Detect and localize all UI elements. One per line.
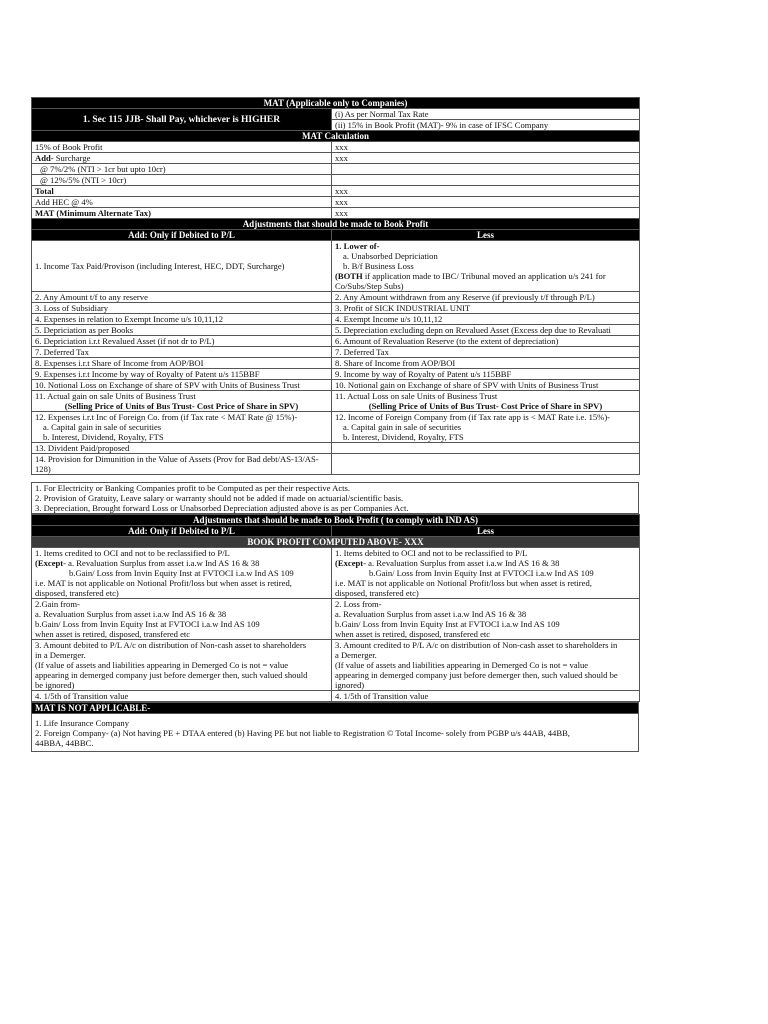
indas-r2-less-l1: 2. Loss from- xyxy=(335,599,382,609)
indas-title: Adjustments that should be made to Book Profit ( to comply with IND AS) xyxy=(32,515,640,526)
calc-value xyxy=(332,164,640,175)
unabsorbed-dep: a. Unabsorbed Depriciation xyxy=(343,251,438,261)
indas-row-2-less xyxy=(332,599,640,640)
calc-label: 15% of Book Profit xyxy=(32,142,332,153)
adj-add: 7. Deferred Tax xyxy=(32,347,332,358)
mat-calc-title: MAT Calculation xyxy=(32,131,640,142)
indas-row-2-add xyxy=(32,599,332,640)
calc-value: xxx xyxy=(332,153,640,164)
calc-label-rest: - Surcharge xyxy=(50,153,91,163)
both-text: if application made to IBC/ Tribunal moved an application u/s 241 for xyxy=(362,271,606,281)
indas-less-head: Less xyxy=(332,526,640,537)
mat-title: MAT (Applicable only to Companies) xyxy=(32,98,640,109)
row11-add-l1: 11. Actual gain on sale Units of Business Trust xyxy=(35,391,196,401)
indas-row-3-add xyxy=(32,640,332,691)
except-label: (Except xyxy=(335,558,364,568)
indas-r3-less-l3: (If value of assets and liabilities appearing in Demerged Co is not = value xyxy=(335,660,589,670)
indas-table xyxy=(31,514,640,702)
indas-r3-add-l4: appearing in demerged company just before demerger then, such valued should xyxy=(35,670,308,680)
adj-row-13-add: 13. Divident Paid/proposed xyxy=(32,443,332,454)
calc-label: @ 12%/5% (NTI > 10cr) xyxy=(32,175,332,186)
both-label: (BOTH xyxy=(335,271,363,281)
calc-label: @ 7%/2% (NTI > 1cr but upto 10cr) xyxy=(32,164,332,175)
row12-add-l2: a. Capital gain in sale of securities xyxy=(43,422,162,432)
indas-r3-less-l1: 3. Amount credited to P/L A/c on distribution of Non-cash asset to shareholders in xyxy=(335,640,618,650)
note: 3. Depreciation, Brought forward Loss or Unabsorbed Depreciation adjusted above is as per Companies Act. xyxy=(32,503,639,514)
row11-add-l2: (Selling Price of Units of Bus Trust- Cost Price of Share in SPV) xyxy=(64,401,299,411)
indas-row-3-less xyxy=(332,640,640,691)
adj-row-12-add xyxy=(32,412,332,443)
not-applicable-title: MAT IS NOT APPLICABLE- xyxy=(32,703,639,714)
indas-r1-less-l3: b.Gain/ Loss from Invin Equity Inst at FVTOCI i.a.w Ind AS 109 xyxy=(369,568,594,578)
adj-row-12-less xyxy=(332,412,640,443)
row11-less-l1: 11. Actual Loss on sale Units of Business Trust xyxy=(335,391,498,401)
adj-less: 6. Amount of Revaluation Reserve (to the extent of depreciation) xyxy=(332,336,640,347)
indas-r1-less-l2: - a. Revaluation Surplus from asset i.a.w Ind AS 16 & 38 xyxy=(363,558,560,568)
adj-less: 10. Notional gain on Exchange of share of SPV with Units of Business Trust xyxy=(332,380,640,391)
not-applicable-item: 44BBA, 44BBC. xyxy=(32,738,639,752)
indas-r3-add-l3: (If value of assets and liabilities appearing in Demerged Co is not = value xyxy=(35,660,289,670)
adj-less: 2. Any Amount withdrawn from any Reserve (if previously t/f through P/L) xyxy=(332,292,640,303)
option-book-profit: (ii) 15% in Book Profit (MAT)- 9% in case of IFSC Company xyxy=(332,120,640,131)
indas-add-head: Add: Only if Debited to P/L xyxy=(32,526,332,537)
calc-label: MAT (Minimum Alternate Tax) xyxy=(32,208,332,219)
indas-r3-less-l4: appearing in demerged company just before demerger then, such valued should be xyxy=(335,670,618,680)
row11-less-l2: (Selling Price of Units of Bus Trust- Cost Price of Share in SPV) xyxy=(368,401,603,411)
indas-r2-less-l2: a. Revaluation Surplus from asset i.a.w Ind AS 16 & 38 xyxy=(335,609,527,619)
adj-row-1-add: 1. Income Tax Paid/Provison (including Interest, HEC, DDT, Surcharge) xyxy=(32,241,332,292)
indas-r2-add-l4: when asset is retired, disposed, transfered etc xyxy=(35,629,191,639)
indas-r3-add-l5: be ignored) xyxy=(35,680,75,690)
adj-add-head: Add: Only if Debited to P/L xyxy=(32,230,332,241)
row12-add-l1: 12. Expenses i.r.t Inc of Foreign Co. from (if Tax rate < MAT Rate @ 15%)- xyxy=(35,412,298,422)
adj-row-14-less xyxy=(332,454,640,475)
adj-row-1-less xyxy=(332,241,640,292)
indas-r1-add-l3: b.Gain/ Loss from Invin Equity Inst at FVTOCI i.a.w Ind AS 109 xyxy=(69,568,294,578)
both-text-cont: Co/Subs/Step Subs) xyxy=(335,281,404,291)
indas-row-1-less xyxy=(332,548,640,599)
calc-label: Total xyxy=(32,186,332,197)
adj-add: 10. Notional Loss on Exchange of share of SPV with Units of Business Trust xyxy=(32,380,332,391)
adj-less: 4. Exempt Income u/s 10,11,12 xyxy=(332,314,640,325)
adj-row-13-less xyxy=(332,443,640,454)
adj-less: 3. Profit of SICK INDUSTRIAL UNIT xyxy=(332,303,640,314)
indas-r2-add-l2: a. Revaluation Surplus from asset i.a.w Ind AS 16 & 38 xyxy=(35,609,227,619)
adj-add: 2. Any Amount t/f to any reserve xyxy=(32,292,332,303)
indas-r1-less-l1: 1. Items debited to OCI and not to be reclassified to P/L xyxy=(335,548,528,558)
bf-business-loss: b. B/f Business Loss xyxy=(343,261,414,271)
not-applicable-item: 1. Life Insurance Company xyxy=(32,714,639,729)
indas-r1-add-l1: 1. Items credited to OCI and not to be reclassified to P/L xyxy=(35,548,230,558)
indas-r2-add-l3: b.Gain/ Loss from Invin Equity Inst at FVTOCI i.a.w Ind AS 109 xyxy=(35,619,260,629)
adj-title: Adjustments that should be made to Book Profit xyxy=(32,219,640,230)
adj-add: 6. Depriciation i.r.t Revalued Asset (if not dr to P/L) xyxy=(32,336,332,347)
mat-table xyxy=(31,97,640,475)
indas-r2-less-l3: b.Gain/ Loss from Invin Equity Inst at FVTOCI i.a.w Ind AS 109 xyxy=(335,619,560,629)
calc-value: xxx xyxy=(332,142,640,153)
row12-add-l3: b. Interest, Dividend, Royalty, FTS xyxy=(43,432,164,442)
calc-value: xxx xyxy=(332,186,640,197)
adj-add: 5. Depriciation as per Books xyxy=(32,325,332,336)
row12-less-l1: 12. Income of Foreign Company from (if Tax rate app is < MAT Rate i.e. 15%)- xyxy=(335,412,611,422)
lower-of: 1. Lower of- xyxy=(335,241,380,251)
indas-r1-less-l4: i.e. MAT is not applicable on Notional Profit/loss but when asset is retired, xyxy=(335,578,592,588)
indas-r1-add-l2: - a. Revaluation Surplus from asset i.a.w Ind AS 16 & 38 xyxy=(63,558,260,568)
indas-r3-less-l5: ignored) xyxy=(335,680,365,690)
calc-label-bold: Add xyxy=(35,153,51,163)
adj-row-11-less xyxy=(332,391,640,412)
indas-r3-add-l1: 3. Amount debited to P/L A/c on distribution of Non-cash asset to shareholders xyxy=(35,640,307,650)
mat-sheet xyxy=(31,97,639,752)
not-applicable-table xyxy=(31,702,639,752)
adj-less: 8. Share of Income from AOP/BOI xyxy=(332,358,640,369)
calc-label xyxy=(32,153,332,164)
calc-value: xxx xyxy=(332,197,640,208)
adj-less-head: Less xyxy=(332,230,640,241)
indas-row-4-add: 4. 1/5th of Transition value xyxy=(32,691,332,702)
adj-row-11-add xyxy=(32,391,332,412)
note: 1. For Electricity or Banking Companies profit to be Computed as per their respective Acts. xyxy=(32,483,639,494)
book-profit-computed: BOOK PROFIT COMPUTED ABOVE- XXX xyxy=(32,537,640,548)
note: 2. Provision of Gratuity, Leave salary or warranty should not be added if made on actuarial/scientific basis. xyxy=(32,493,639,503)
indas-r3-add-l2: in a Demerger. xyxy=(35,650,86,660)
adj-add: 9. Expenses i.r.t Income by way of Royalty of Patent u/s 115BBF xyxy=(32,369,332,380)
indas-r1-add-l5: disposed, transfered etc) xyxy=(35,588,119,598)
adj-less: 5. Depreciation excluding depn on Revalued Asset (Excess dep due to Revaluati xyxy=(332,325,640,336)
calc-value: xxx xyxy=(332,208,640,219)
indas-r3-less-l2: a Demerger. xyxy=(335,650,377,660)
indas-r2-less-l4: when asset is retired, disposed, transfered etc xyxy=(335,629,491,639)
adj-add: 8. Expenses i.r.t Share of Income from AOP/BOI xyxy=(32,358,332,369)
sec-115jjb-label: 1. Sec 115 JJB- Shall Pay, whichever is HIGHER xyxy=(32,109,332,131)
adj-less: 9. Income by way of Royalty of Patent u/s 115BBF xyxy=(332,369,640,380)
indas-r2-add-l1: 2.Gain from- xyxy=(35,599,80,609)
row12-less-l3: b. Interest, Dividend, Royalty, FTS xyxy=(343,432,464,442)
notes-table xyxy=(31,482,639,514)
adj-add: 4. Expenses in relation to Exempt Income u/s 10,11,12 xyxy=(32,314,332,325)
indas-r1-less-l5: disposed, transfered etc) xyxy=(335,588,419,598)
adj-row-14-add: 14. Provision for Dimunition in the Value of Assets (Prov for Bad debt/AS-13/AS-128) xyxy=(32,454,332,475)
indas-row-4-less: 4. 1/5th of Transition value xyxy=(332,691,640,702)
row12-less-l2: a. Capital gain in sale of securities xyxy=(343,422,462,432)
calc-value xyxy=(332,175,640,186)
calc-label: Add HEC @ 4% xyxy=(32,197,332,208)
indas-row-1-add xyxy=(32,548,332,599)
not-applicable-item: 2. Foreign Company- (a) Not having PE + DTAA entered (b) Having PE but not liable to Registration © Total Income- solely from PGBP u/s 44AB, 44BB, xyxy=(32,728,639,738)
adj-less: 7. Deferred Tax xyxy=(332,347,640,358)
indas-r1-add-l4: i.e. MAT is not applicable on Notional Profit/loss but when asset is retired, xyxy=(35,578,292,588)
except-label: (Except xyxy=(35,558,64,568)
option-normal-tax: (i) As per Normal Tax Rate xyxy=(332,109,640,120)
adj-add: 3. Loss of Subsidiary xyxy=(32,303,332,314)
